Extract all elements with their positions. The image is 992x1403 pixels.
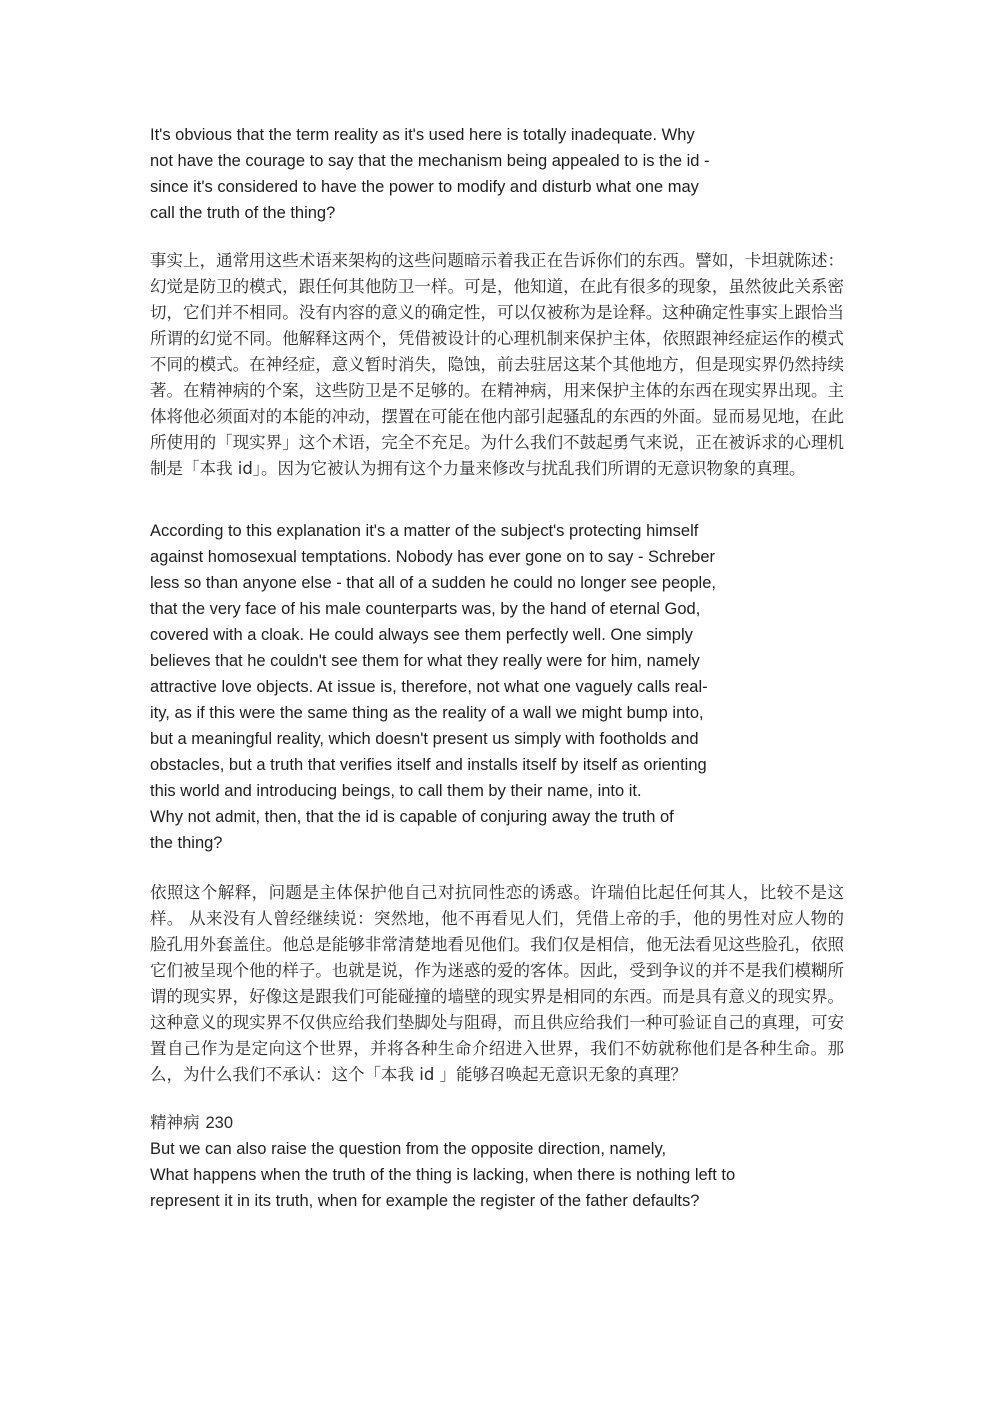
text-line: But we can also raise the question from the opposite direction, namely, (150, 1140, 667, 1158)
text-line: since it's considered to have the power to modify and disturb what one may (150, 178, 699, 196)
text-line: represent it in its truth, when for example the register of the father defaults? (150, 1192, 700, 1210)
paragraph-chinese-1: 事实上，通常用这些术语来架构的这些问题暗示着我正在告诉你们的东西。譬如，卡坦就陈述：幻觉是防卫的模式，跟任何其他防卫一样。可是，他知道，在此有很多的现象，虽然彼此关系密切，它们并不相同。没有内容的意义的确定性，可以仅被称为是诠释。这种确定性事实上跟恰当所谓的幻觉不同。他解释这两个，凭借被设计的心理机制来保护主体，依照跟神经症运作的模式不同的模式。在神经症，意义暂时消失，隐蚀，前去驻居这某个其他地方，但是现实界仍然持续著。在精神病的个案，这些防卫是不足够的。在精神病，用来保护主体的东西在现实界出现。主体将他必须面对的本能的冲动，摆置在可能在他内部引起骚乱的东西的外面。显而易见地，在此所使用的「现实界」这个术语，完全不充足。为什么我们不鼓起勇气来说，正在被诉求的心理机制是「本我 id」。因为它被认为拥有这个力量来修改与扰乱我们所谓的无意识物象的真理。 (150, 251, 844, 478)
text-line: but a meaningful reality, which doesn't present us simply with footholds and (150, 730, 699, 748)
text-line: Why not admit, then, that the id is capable of conjuring away the truth of (150, 808, 674, 826)
text-line: call the truth of the thing? (150, 204, 336, 222)
text-line: attractive love objects. At issue is, therefore, not what one vaguely calls real- (150, 678, 708, 696)
paragraph-chinese-2: 依照这个解释，问题是主体保护他自己对抗同性恋的诱惑。许瑞伯比起任何其人，比较不是这样。 从来没有人曾经继续说：突然地，他不再看见人们，凭借上帝的手，他的男性对应人物的脸孔用外套盖住。他总是能够非常清楚地看见他们。我们仅是相信，他无法看见这些脸孔，依照它们被呈现个他的样子。也就是说，作为迷惑的爱的客体。因此，受到争议的并不是我们模糊所谓的现实界，好像这是跟我们可能碰撞的墙壁的现实界是相同的东西。而是具有意义的现实界。这种意义的现实界不仅供应给我们垫脚处与阻碍，而且供应给我们一种可验证自己的真理，可安置自己作为是定向这个世界，并将各种生命介绍进入世界，我们不妨就称他们是各种生命。那么，为什么我们不承认：这个「本我 id 」能够召唤起无意识无象的真理？ (150, 883, 844, 1084)
paragraph-english-2 (150, 518, 850, 856)
text-line: According to this explanation it's a matter of the subject's protecting himself (150, 522, 699, 540)
text-line: less so than anyone else - that all of a sudden he could no longer see people, (150, 574, 716, 592)
section-heading (150, 1110, 850, 1136)
text-line: not have the courage to say that the mechanism being appealed to is the id - (150, 152, 710, 170)
text-line: that the very face of his male counterparts was, by the hand of eternal God, (150, 600, 701, 618)
text-line: covered with a cloak. He could always see them perfectly well. One simply (150, 626, 693, 644)
text-line: ity, as if this were the same thing as the reality of a wall we might bump into, (150, 704, 704, 722)
text-line: obstacles, but a truth that verifies itself and installs itself by itself as orienting (150, 756, 707, 774)
section-title: 精神病 (150, 1113, 200, 1132)
text-line: What happens when the truth of the thing is lacking, when there is nothing left to (150, 1166, 736, 1184)
paragraph-english-1 (150, 122, 850, 226)
page-number: 230 (205, 1114, 234, 1132)
document-page (150, 122, 850, 1214)
text-line: against homosexual temptations. Nobody has ever gone on to say - Schreber (150, 548, 715, 566)
text-line: It's obvious that the term reality as it's used here is totally inadequate. Why (150, 126, 695, 144)
text-line: this world and introducing beings, to call them by their name, into it. (150, 782, 642, 800)
text-line: believes that he couldn't see them for what they really were for him, namely (150, 652, 700, 670)
paragraph-english-3 (150, 1136, 850, 1214)
text-line: the thing? (150, 834, 223, 852)
